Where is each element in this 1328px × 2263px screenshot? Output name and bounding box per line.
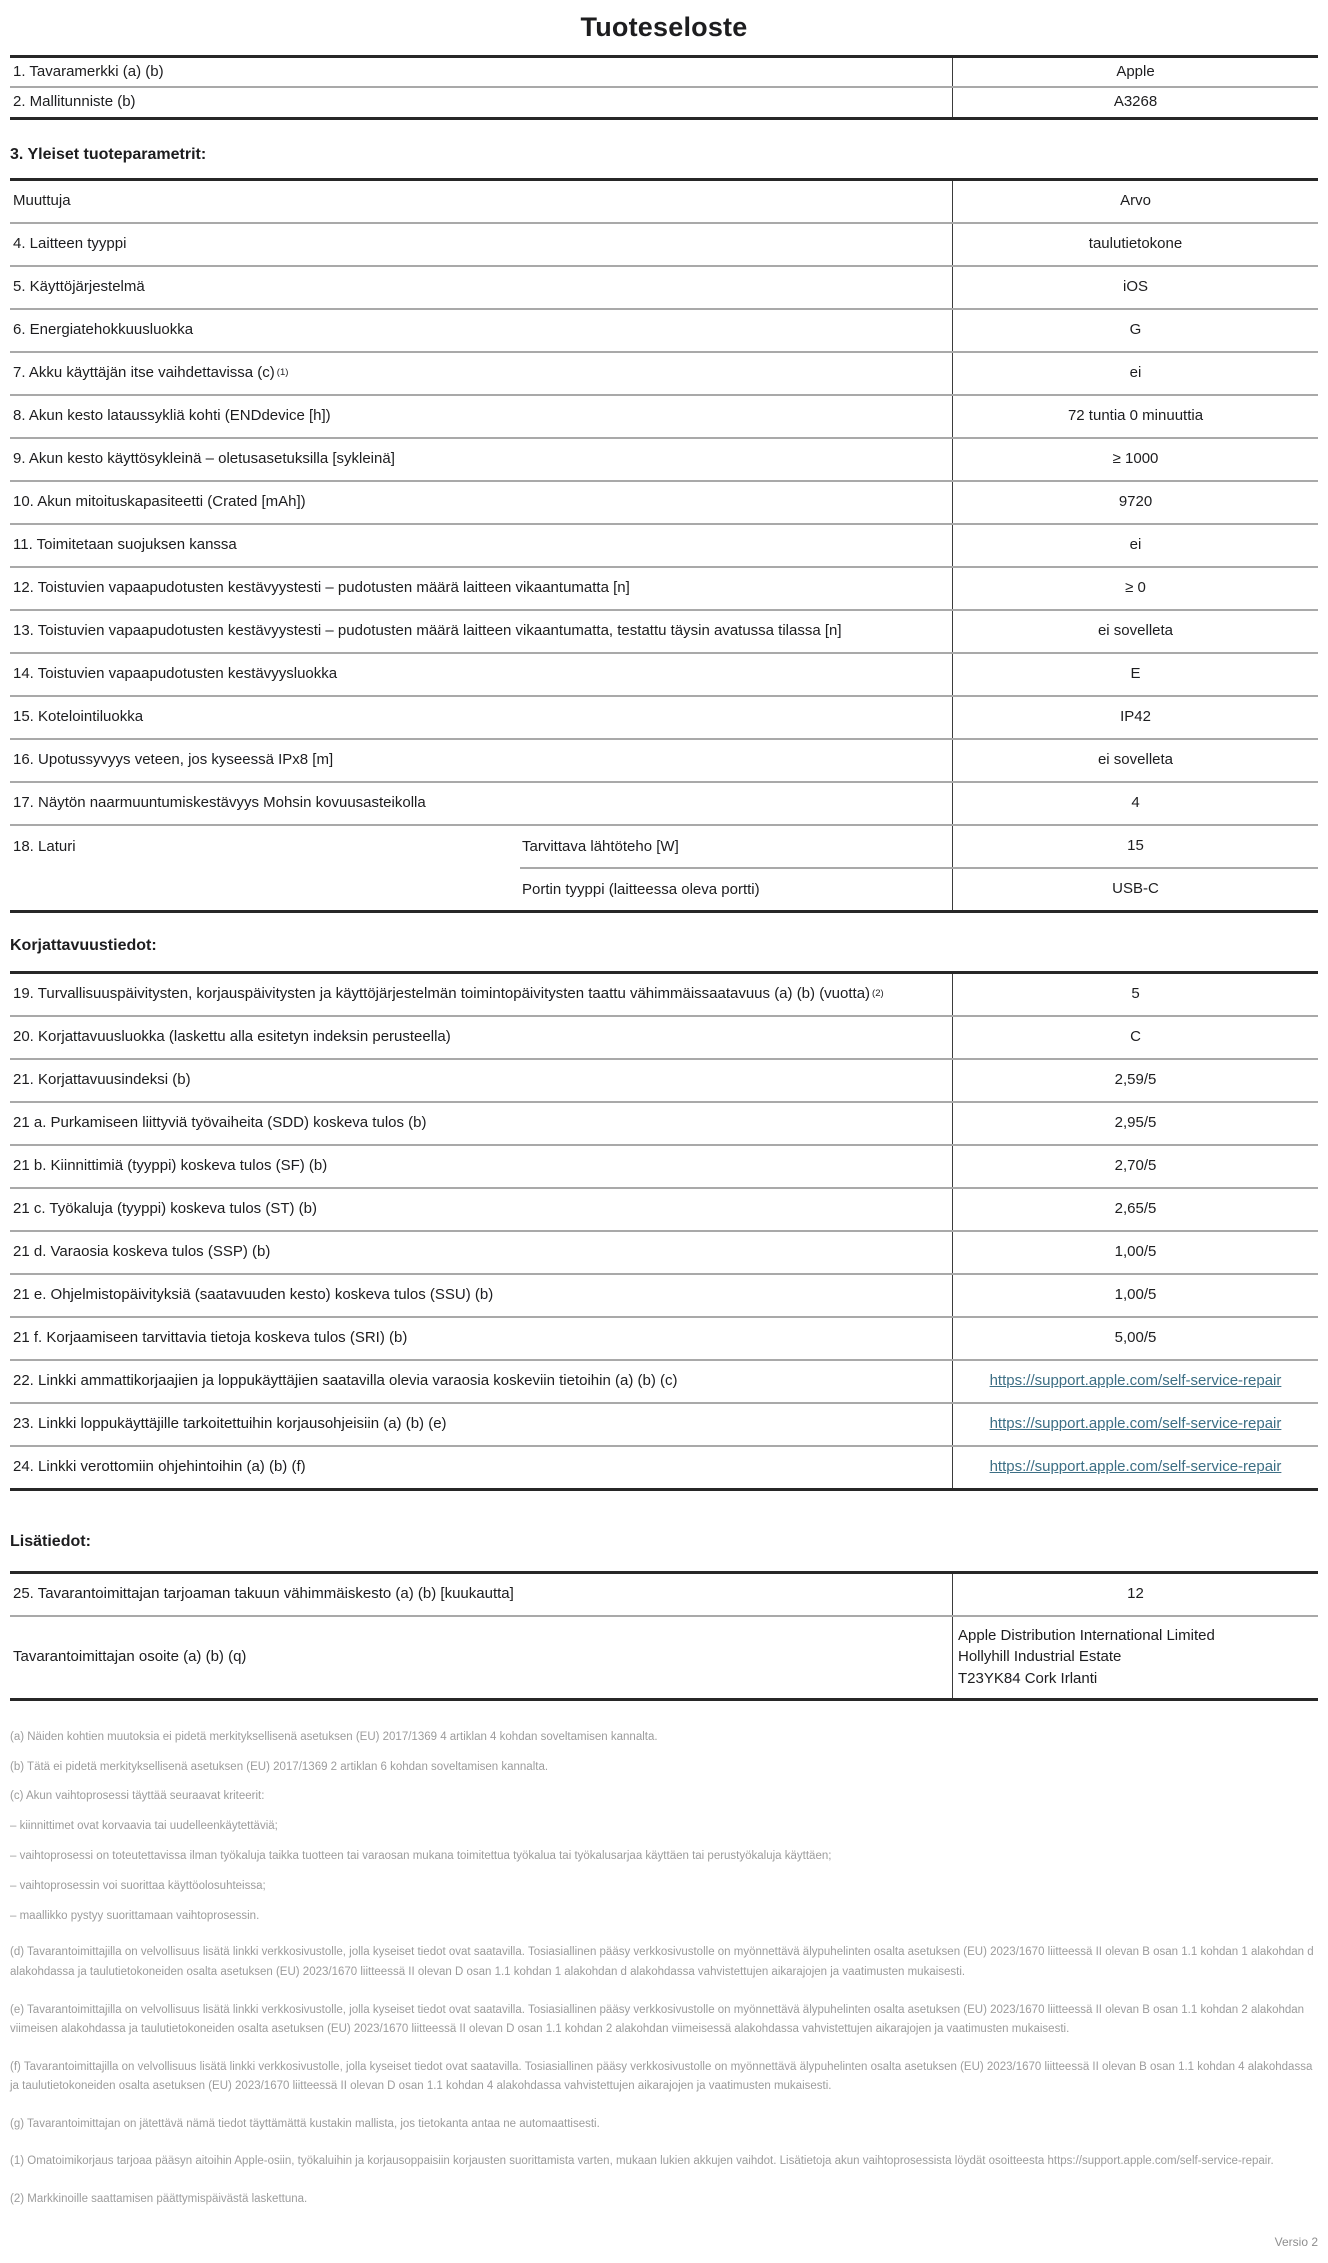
row-label: 21 a. Purkamiseen liittyviä työvaiheita (SDD) koskeva tulos (b) [13,1113,427,1131]
row-label: 12. Toistuvien vapaapudotusten kestävyystesti – pudotusten määrä laitteen vikaantumatta [n] [13,578,630,596]
row-value: A3268 [952,88,1318,116]
row-value: 1,00/5 [952,1232,1318,1273]
footnote: (e) Tavarantoimittajilla on velvollisuus lisätä linkki verkkosivustolle, jolla kyseiset tiedot ovat saatavilla. Tosiasiallinen pääsy verkkosivustolle on myönnettävä älypuhelinten osalta asetuksen (EU) 2023/1670 liitteessä II olevan B osan 1.1 kohdan 2 alakohdan viimeisen alakohdassa ja taulutietokoneiden osalta asetuksen (EU) 2023/1670 liitteessä II olevan D osan 1.1 kohdan 2 alakohdan viimeisessä alakohdassa vahvistettujen aikarajojen ja vaatimusten mukaisesti. [10,2003,1305,2036]
table-row [10,609,1318,652]
footnote: (c) Akun vaihtoprosessi täyttää seuraavat kriteerit: [10,1790,265,1803]
row-label: 21 c. Työkaluja (tyyppi) koskeva tulos (ST) (b) [13,1199,317,1217]
row-value: ei sovelleta [952,611,1318,652]
row-label: 16. Upotussyvyys veteen, jos kyseessä IPx8 [m] [13,750,334,768]
table-row [10,265,1318,308]
section-heading-repairability: Korjattavuustiedot: [10,936,157,954]
split-cell-group [520,826,1318,910]
row-label: Tavarantoimittajan osoite (a) (b) (q) [13,1648,247,1665]
row-value: 4 [952,783,1318,824]
repairability-table [10,971,1318,1491]
table-row [10,781,1318,824]
row-label: 14. Toistuvien vapaapudotusten kestävyysluokka [13,664,338,682]
row-value: C [952,1017,1318,1058]
table-row [10,566,1318,609]
row-value: ei [952,353,1318,394]
row-value: IP42 [952,697,1318,738]
row-value: 2,95/5 [952,1103,1318,1144]
row-label: 18. Laturi [13,837,76,855]
row-label: 4. Laitteen tyyppi [13,234,127,252]
footnote: – kiinnittimet ovat korvaavia tai uudelleenkäytettäviä; [10,1820,278,1833]
table-row [10,58,1318,86]
row-value: Apple [952,58,1318,86]
row-label: 13. Toistuvien vapaapudotusten kestävyystesti – pudotusten määrä laitteen vikaantumatta, testattu täysin avatussa tilassa [n] [13,621,842,639]
section-heading-additional-info: Lisätiedot: [10,1532,91,1550]
row-label: 8. Akun kesto lataussykliä kohti (ENDdevice [h]) [13,406,331,424]
row-value: 2,59/5 [952,1060,1318,1101]
row-label: Muuttuja [13,191,71,209]
row-label: 21 f. Korjaamiseen tarvittavia tietoja koskeva tulos (SRI) (b) [13,1328,408,1346]
footnote: (a) Näiden kohtien muutoksia ei pidetä merkityksellisenä asetuksen (EU) 2017/1369 4 artiklan 4 kohdan soveltamisen kannalta. [10,1730,658,1743]
table-row [10,1574,1318,1615]
row-label: 25. Tavarantoimittajan tarjoaman takuun vähimmäiskesto (a) (b) [kuukautta] [13,1584,514,1602]
support-link[interactable]: https://support.apple.com/self-service-repair [989,1371,1282,1389]
footnotes-block [10,1729,1318,2210]
row-label: 21 b. Kiinnittimiä (tyyppi) koskeva tulos (SF) (b) [13,1156,328,1174]
sub-row-label: Tarvittava lähtöteho [W] [522,837,679,855]
row-label: 9. Akun kesto käyttösykleinä – oletusasetuksilla [sykleinä] [13,449,395,467]
address-line: Apple Distribution International Limited [958,1626,1215,1644]
row-value: ei sovelleta [952,740,1318,781]
table-row [10,1101,1318,1144]
row-value: ≥ 0 [952,568,1318,609]
row-value: 72 tuntia 0 minuuttia [952,396,1318,437]
table-row [10,181,1318,222]
row-label: 23. Linkki loppukäyttäjille tarkoitettuihin korjausohjeisiin (a) (b) (e) [13,1414,447,1432]
row-value: ei [952,525,1318,566]
footnote: – vaihtoprosessi on toteutettavissa ilman työkaluja taikka tuotteen tai varaosan mukana toimitettua työkalua tai työkalusarjaa käyttäen tai perustyökaluja käyttäen; [10,1850,832,1862]
row-label: 21 e. Ohjelmistopäivityksiä (saatavuuden kesto) koskeva tulos (SSU) (b) [13,1285,494,1303]
table-row [10,437,1318,480]
row-value: 2,65/5 [952,1189,1318,1230]
support-link[interactable]: https://support.apple.com/self-service-repair [989,1414,1282,1432]
page-title: Tuoteseloste [580,12,748,42]
footnote: (2) Markkinoille saattamisen päättymispäivästä laskettuna. [10,2192,308,2205]
row-label: 21 d. Varaosia koskeva tulos (SSP) (b) [13,1242,271,1260]
footnote: (f) Tavarantoimittajilla on velvollisuus lisätä linkki verkkosivustolle, jolla kyseiset tiedot ovat saatavilla. Tosiasiallinen pääsy verkkosivustolle on myönnettävä älypuhelinten osalta asetuksen (EU) 2023/1670 liitteessä II olevan B osan 1.1 kohdan 4 alakohdassa ja taulutietokoneiden osalta asetuksen (EU) 2023/1670 liitteessä II olevan D osan 1.1 kohdan 4 alakohdassa vahvistettujen aikarajojen ja vaatimusten mukaisesti. [10,2060,1313,2093]
row-label: 21. Korjattavuusindeksi (b) [13,1070,191,1088]
table-row [10,308,1318,351]
table-row [10,1445,1318,1488]
table-row [10,1187,1318,1230]
row-value: iOS [952,267,1318,308]
footnote: (1) Omatoimikorjaus tarjoaa pääsyn aitoihin Apple-osiin, työkaluihin ja korjausoppaisiin korjausten suorittamista varten, mukaan lukien akkujen vaihdot. Lisätietoja akun vaihtoprosessista löydät osoitteesta https://support.apple.com/self-service-repair. [10,2155,1274,2168]
version-label: Versio 2 [1274,2235,1318,2250]
section-heading-general-parameters: 3. Yleiset tuoteparametrit: [10,145,207,163]
footnote: (d) Tavarantoimittajilla on velvollisuus lisätä linkki verkkosivustolle, jolla kyseiset tiedot ovat saatavilla. Tosiasiallinen pääsy verkkosivustolle on myönnettävä älypuhelinten osalta asetuksen (EU) 2023/1670 liitteessä II olevan B osan 1.1 kohdan 1 alakohdan d alakohdassa ja taulutietokoneiden osalta asetuksen (EU) 2023/1670 liitteessä II olevan D osan 1.1 kohdan 1 alakohdan d alakohdassa vahvistettujen aikarajojen ja vaatimusten mukaisesti. [10,1946,1314,1978]
row-value: Arvo [952,181,1318,222]
row-label: 24. Linkki verottomiin ohjehintoihin (a) (b) (f) [13,1457,306,1475]
row-label: 1. Tavaramerkki (a) (b) [13,63,164,80]
row-label: 7. Akku käyttäjän itse vaihdettavissa (c) (1) [13,363,289,381]
row-value: 2,70/5 [952,1146,1318,1187]
footnote: (b) Tätä ei pidetä merkityksellisenä asetuksen (EU) 2017/1369 2 artiklan 6 kohdan soveltamisen kannalta. [10,1760,549,1773]
row-label: 17. Näytön naarmuuntumiskestävyys Mohsin kovuusasteikolla [13,793,426,811]
sub-row-label: Portin tyyppi (laitteessa oleva portti) [522,880,760,898]
table-row [10,1015,1318,1058]
row-label: 2. Mallitunniste (b) [13,93,136,111]
table-row [10,738,1318,781]
row-value: 5 [952,974,1318,1015]
row-value: 9720 [952,482,1318,523]
table-row [10,523,1318,566]
address-line: Hollyhill Industrial Estate [958,1648,1122,1666]
row-value: G [952,310,1318,351]
row-value [952,1404,1318,1445]
row-label: 10. Akun mitoituskapasiteetti (Crated [mAh]) [13,492,306,510]
table-row [10,86,1318,116]
table-row [10,480,1318,523]
row-value: USB-C [952,869,1318,910]
table-row [10,1273,1318,1316]
address-line: T23YK84 Cork Irlanti [958,1670,1098,1687]
row-label: 11. Toimitetaan suojuksen kanssa [13,535,237,553]
row-value: 5,00/5 [952,1318,1318,1359]
general-parameters-table [10,178,1318,913]
support-link[interactable]: https://support.apple.com/self-service-repair [989,1457,1282,1475]
table-row [10,1058,1318,1101]
row-value: ≥ 1000 [952,439,1318,480]
row-value: taulutietokone [952,224,1318,265]
row-value: 1,00/5 [952,1275,1318,1316]
row-label: 15. Kotelointiluokka [13,707,144,725]
table-row [10,1359,1318,1402]
table-row [10,1316,1318,1359]
table-row [10,351,1318,394]
table-row [10,695,1318,738]
row-label: 19. Turvallisuuspäivitysten, korjauspäivitysten ja käyttöjärjestelmän toimintopäivitysten taattu vähimmäissaatavuus (a) (b) (vuotta) (2) [13,984,884,1002]
row-value [952,1447,1318,1488]
row-value [952,1617,1318,1698]
table-row [10,652,1318,695]
additional-info-table [10,1571,1318,1701]
footnote: – vaihtoprosessin voi suorittaa käyttöolosuhteissa; [10,1879,266,1892]
split-sub-row [520,826,1318,867]
row-value: E [952,654,1318,695]
row-value: 12 [952,1574,1318,1615]
row-label: 22. Linkki ammattikorjaajien ja loppukäyttäjien saatavilla olevia varaosia koskeviin tietoihin (a) (b) (c) [13,1371,678,1389]
row-label: 5. Käyttöjärjestelmä [13,277,145,295]
table-row [10,1144,1318,1187]
footnote: (g) Tavarantoimittajan on jätettävä nämä tiedot täyttämättä kustakin mallista, jos tietokanta antaa ne automaattisesti. [10,2117,600,2130]
row-label: 6. Energiatehokkuusluokka [13,320,194,338]
table-row [10,1230,1318,1273]
split-sub-row [520,867,1318,910]
footnote: – maallikko pystyy suorittamaan vaihtoprosessin. [10,1909,260,1922]
row-label: 20. Korjattavuusluokka (laskettu alla esitetyn indeksin perusteella) [13,1027,451,1045]
row-value: 15 [952,826,1318,867]
table-row [10,1615,1318,1698]
table-row [10,222,1318,265]
identity-table [10,55,1318,120]
table-row [10,824,1318,910]
table-row [10,394,1318,437]
table-row [10,1402,1318,1445]
row-value [952,1361,1318,1402]
table-row [10,974,1318,1015]
